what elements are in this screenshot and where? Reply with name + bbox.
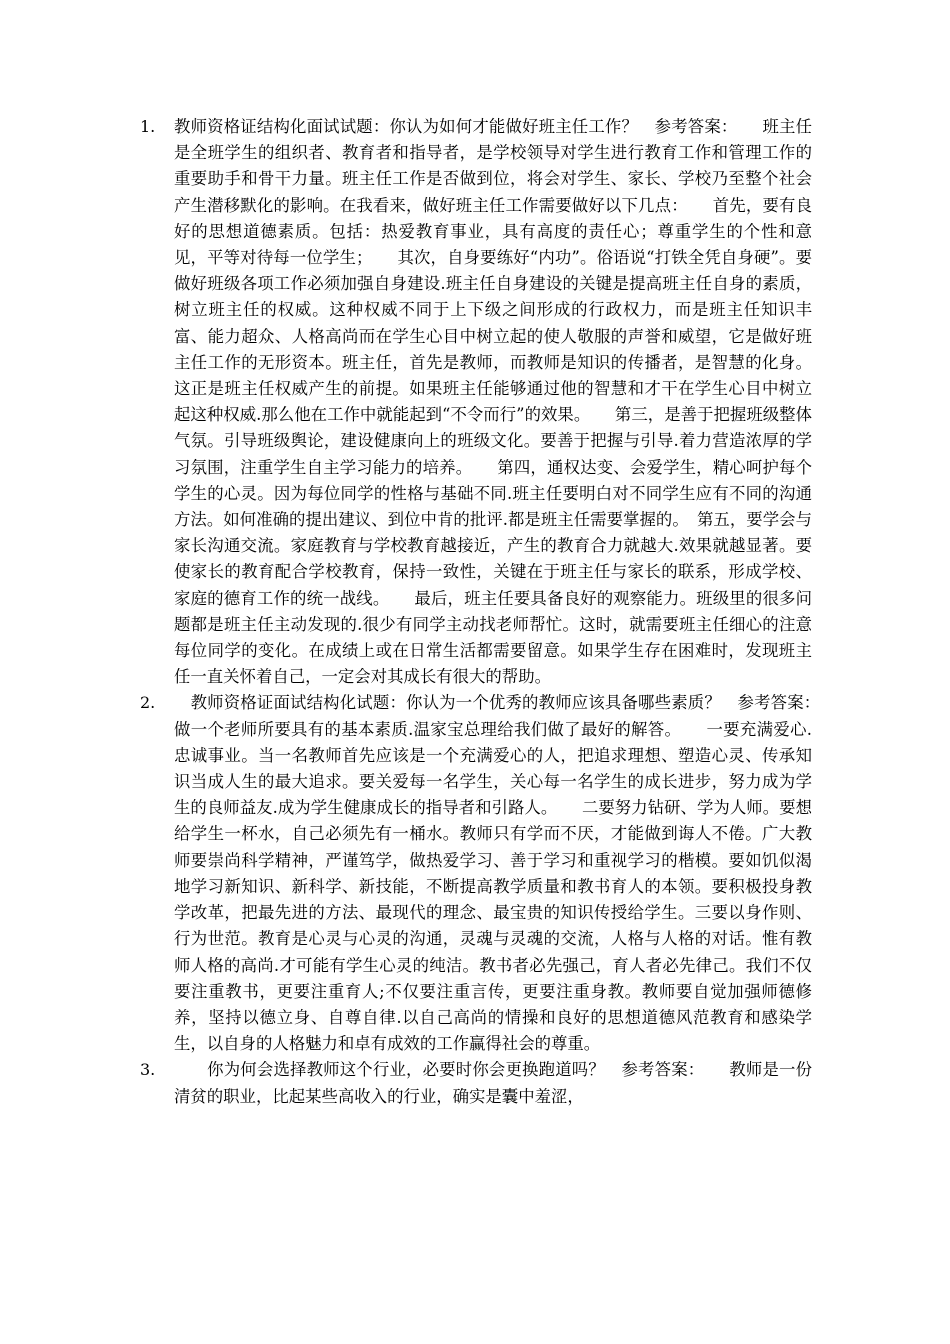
item-text: 教师资格证结构化面试试题：你认为如何才能做好班主任工作？ 参考答案： 班主任是全班学生的组织者、教育者和指导者，是学校领导对学生进行教育工作和管理工作的重要助手和骨干力量。班主任工作是否做到位，将会对学生、家长、学校乃至整个社会产生潜移默化的影响。在我看来，做好班主任工作需要做好以下几点： 首先，要有良好的思想道德素质。包括：热爱教育事业，具有高度的责任心；尊重学生的个性和意见，平等对待每一位学生； 其次，自身要练好“内功”。俗语说“打铁全凭自身硬”。要做好班级各项工作必须加强自身建设.班主任自身建设的关键是提高班主任自身的素质，树立班主任的权威。这种权威不同于上下级之间形成的行政权力，而是班主任知识丰富、能力超众、人格高尚而在学生心目中树立起的使人敬服的声誉和威望，它是做好班主任工作的无形资本。班主任，首先是教师，而教师是知识的传播者，是智慧的化身。这正是班主任权威产生的前提。如果班主任能够通过他的智慧和才干在学生心目中树立起这种权威.那么他在工作中就能起到“不令而行”的效果。 第三，是善于把握班级整体气氛。引导班级舆论，建设健康向上的班级文化。要善于把握与引导.着力营造浓厚的学习氛围，注重学生自主学习能力的培养。 第四，通权达变、会爱学生，精心呵护每个学生的心灵。因为每位同学的性格与基础不同.班主任要明白对不同学生应有不同的沟通方法。如何准确的提出建议、到位中肯的批评.都是班主任需要掌握的。 第五，要学会与家长沟通交流。家庭教育与学校教育越接近，产生的教育合力就越大.效果就越显著。要使家长的教育配合学校教育，保持一致性，关键在于班主任与家长的联系，形成学校、家庭的德育工作的统一战线。 最后，班主任要具备良好的观察能力。班级里的很多问题都是班主任主动发现的.很少有同学主动找老师帮忙。这时，就需要班主任细心的注意每位同学的变化。在成绩上或在日常生活都需要留意。如果学生存在困难时，发现班主任一直关怀着自己，一定会对其成长有很大的帮助。: [174, 117, 812, 687]
item-number: 2.: [140, 693, 156, 713]
item-number: 1.: [140, 117, 156, 136]
question-list: [140, 114, 845, 1110]
list-item: [140, 114, 812, 690]
list-item: [140, 1057, 812, 1109]
list-item: [140, 690, 845, 1057]
item-number: 3.: [140, 1060, 156, 1080]
item-text: 你为何会选择教师这个行业，必要时你会更换跑道吗？ 参考答案： 教师是一份清贫的职业，比起某些高收入的行业，确实是囊中羞涩，: [174, 1060, 812, 1106]
item-text: 教师资格证面试结构化试题：你认为一个优秀的教师应该具备哪些素质？ 参考答案： 做一个老师所要具有的基本素质.温家宝总理给我们做了最好的解答。 一要充满爱心.忠诚事业。当一名教师首先应该是一个充满爱心的人，把追求理想、塑造心灵、传承知识当成人生的最大追求。要关爱每一名学生，关心每一名学生的成长进步，努力成为学生的良师益友.成为学生健康成长的指导者和引路人。 二要努力钻研、学为人师。要想给学生一杯水，自己必须先有一桶水。教师只有学而不厌，才能做到诲人不倦。广大教师要崇尚科学精神，严谨笃学，做热爱学习、善于学习和重视学习的楷模。要如饥似渴地学习新知识、新科学、新技能，不断提高教学质量和教书育人的本领。要积极投身教学改革，把最先进的方法、最现代的理念、最宝贵的知识传授给学生。三要以身作则、行为世范。教育是心灵与心灵的沟通，灵魂与灵魂的交流，人格与人格的对话。惟有教师人格的高尚.才可能有学生心灵的纯洁。教书者必先强己，育人者必先律己。我们不仅要注重教书，更要注重育人;不仅要注重言传，更要注重身教。教师要自觉加强师德修养，坚持以德立身、自尊自律.以自己高尚的情操和良好的思想道德风范教育和感染学生，以自身的人格魅力和卓有成效的工作赢得社会的尊重。: [174, 693, 845, 1054]
